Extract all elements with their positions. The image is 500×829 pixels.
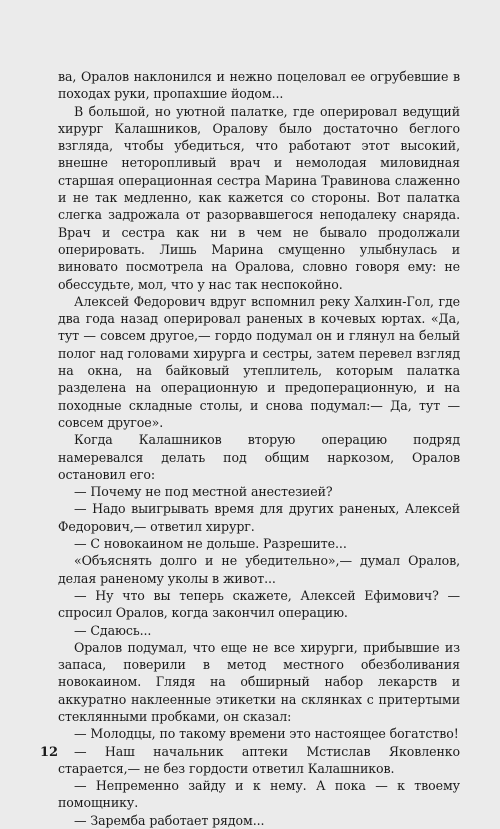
paragraph: Оралов подумал, что еще не все хирурги, прибывшие из запаса, поверили в метод местного обезболивания новокаином. Глядя на обширный набор лекарств и аккуратно наклеенные этикетки на склянках с притертыми стеклянными пробками, он сказал: bbox=[58, 639, 460, 724]
dialogue-line: — Надо выигрывать время для других раненых, Алексей Федорович,— ответил хирург. bbox=[58, 501, 460, 534]
paragraph: В большой, но уютной палатке, где оперировал ведущий хирург Калашников, Оралову было достаточно беглого взгляда, чтобы убедиться, что работают этот высокий, внешне неторопливый врач и немолодая миловидная старшая операционная сестра Марина Травинова слаженно и не так медленно, как кажется со стороны. Вот палатка слегка задрожала от разорвавшегося неподалеку снаряда. Врач и сестра как ни в чем не бывало продолжали оперировать. Лишь Марина смущенно улыбнулась и виновато посмотрела на Оралова, словно говоря ему: не обессудьте, мол, что у нас так неспокойно. bbox=[58, 103, 460, 292]
page-number: 12 bbox=[40, 745, 59, 760]
dialogue-line: — Заремба работает рядом... bbox=[74, 812, 265, 828]
paragraph: ва, Оралов наклонился и нежно поцеловал ее огрубевшие в походах руки, пропахшие йодом... bbox=[58, 69, 460, 102]
dialogue-line: — Непременно зайду и к нему. А пока — к твоему помощнику. bbox=[58, 778, 460, 811]
paragraph: «Объяснять долго и не убедительно»,— думал Оралов, делая раненому уколы в живот... bbox=[58, 553, 460, 586]
dialogue-line: — С новокаином не дольше. Разрешите... bbox=[74, 536, 347, 552]
dialogue-line: — Почему не под местной анестезией? bbox=[74, 484, 333, 500]
dialogue-line: — Ну что вы теперь скажете, Алексей Ефимович? — спросил Оралов, когда закончил операцию. bbox=[58, 587, 460, 621]
dialogue-line: — Наш начальник аптеки Мстислав Яковленко старается,— не без гордости ответил Калашников. bbox=[58, 743, 460, 776]
dialogue-line: — Сдаюсь... bbox=[74, 622, 152, 638]
paragraph: Алексей Федорович вдруг вспомнил реку Халхин-Гол, где два года назад оперировал раненых в кочевых юртах. «Да, тут — совсем другое,— гордо подумал он и глянул на белый полог над головами хирурга и сестры, затем перевел взгляд на окна, на байковый утеплитель, которым палатка разделена на операционную и предоперационную, и на походные складные столы, и снова подумал:— Да, тут — совсем другое». bbox=[58, 293, 460, 430]
paragraph: Когда Калашников вторую операцию подряд намеревался делать под общим наркозом, Оралов остановил его: bbox=[58, 432, 460, 482]
dialogue-line: — Молодцы, по такому времени это настоящее богатство! bbox=[74, 726, 459, 742]
page-body bbox=[58, 68, 460, 829]
